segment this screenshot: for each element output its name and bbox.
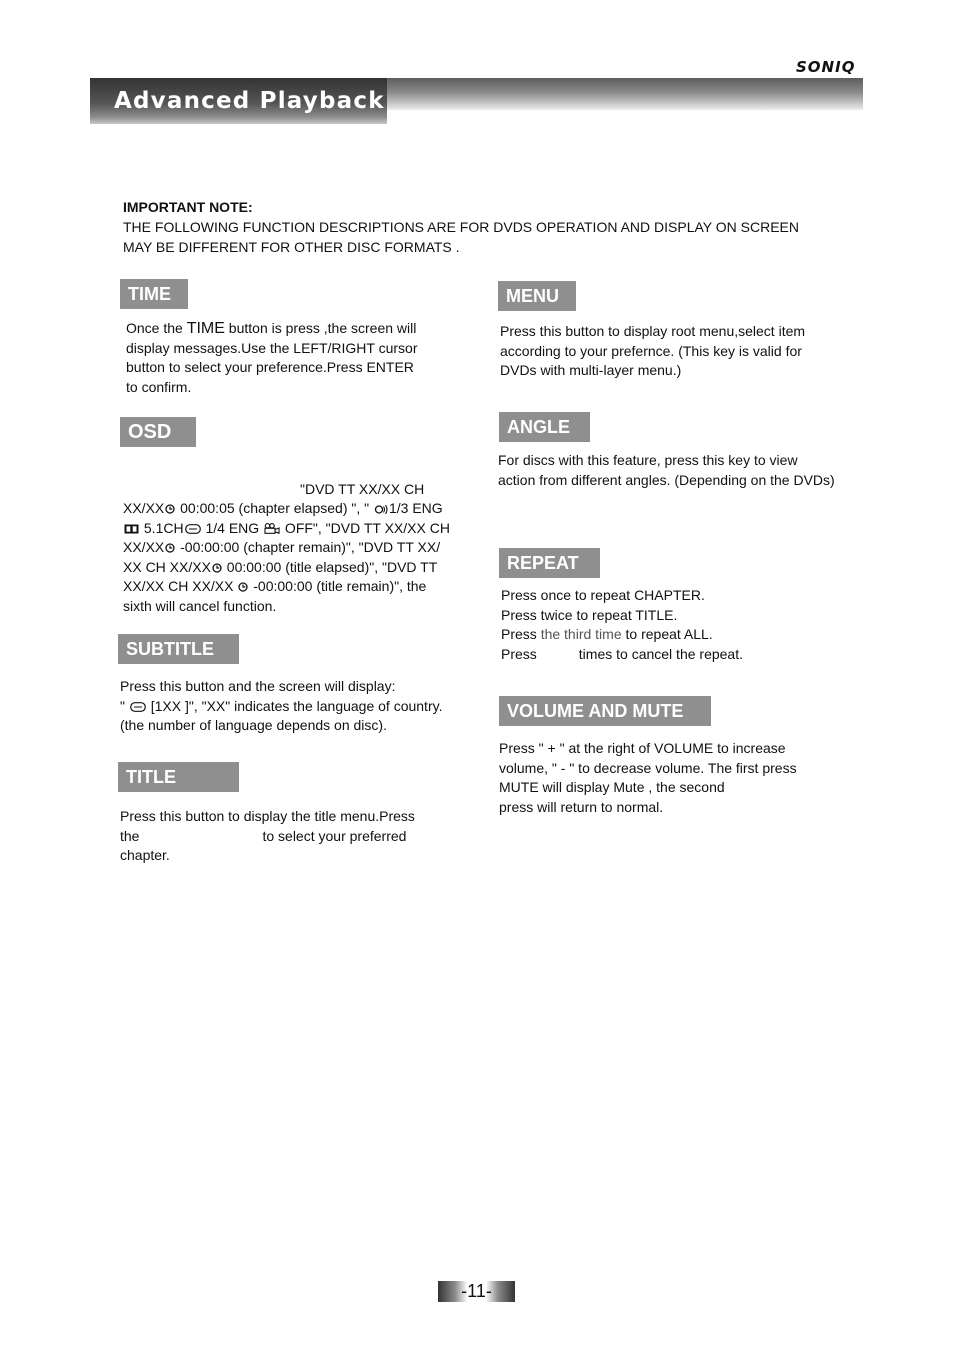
section-heading-subtitle: SUBTITLE bbox=[118, 634, 239, 664]
section-heading-menu: MENU bbox=[498, 281, 576, 311]
osd-description: XX/XX 00:00:05 (chapter elapsed) ", " 1/3 ENG 5.1CH 1/4 ENG OFF", "DVD TT XX/XX CH XX/XX -00:00:00 (chapter remain)", "DVD TT XX/ XX CH XX/XX 00:00:00 (title elapsed)", "DVD TT XX/XX CH XX/XX -00:00:00 (title remain)", the sixth will cancel function. bbox=[123, 500, 450, 614]
repeat-description: Press once to repeat CHAPTER. Press twice to repeat TITLE. Press the third time to repeat ALL. Press times to cancel the repeat. bbox=[501, 587, 743, 662]
menu-description: Press this button to display root menu,select item according to your prefernce. (This key is valid for DVDs with multi-layer menu.) bbox=[500, 323, 806, 378]
page-title: Advanced Playback bbox=[114, 88, 385, 114]
subtitle-description: Press this button and the screen will display: " [1XX ]", "XX" indicates the language of country. (the number of language depends on disc). bbox=[120, 678, 443, 733]
clock-icon bbox=[212, 563, 222, 573]
important-note-line-2: MAY BE DIFFERENT FOR OTHER DISC FORMATS . bbox=[123, 239, 460, 255]
dolby-icon bbox=[124, 524, 139, 534]
subtitle-icon bbox=[185, 524, 201, 534]
camera-angle-icon bbox=[264, 523, 280, 534]
section-heading-volume-and-mute: VOLUME AND MUTE bbox=[499, 696, 711, 726]
clock-icon bbox=[165, 504, 175, 514]
important-note-heading: IMPORTANT NOTE: bbox=[123, 199, 253, 215]
section-heading-time: TIME bbox=[120, 279, 188, 309]
important-note-line-1: THE FOLLOWING FUNCTION DESCRIPTIONS ARE FOR DVDS OPERATION AND DISPLAY ON SCREEN bbox=[123, 219, 799, 235]
angle-description: For discs with this feature, press this key to view action from different angles. (Depending on the DVDs) bbox=[498, 452, 835, 488]
title-description: Press this button to display the title menu.Press the to select your preferred chapter. bbox=[120, 808, 415, 863]
section-heading-angle: ANGLE bbox=[499, 412, 590, 442]
section-heading-repeat: REPEAT bbox=[499, 548, 600, 578]
clock-icon bbox=[165, 543, 175, 553]
volume-description: Press " + " at the right of VOLUME to increase volume, " - " to decrease volume. The first press MUTE will display Mute , the second press will return to normal. bbox=[499, 740, 797, 815]
section-heading-title: TITLE bbox=[118, 762, 239, 792]
time-description: Once the TIME button is press ,the screen will display messages.Use the LEFT/RIGHT cursor button to select your preference.Press ENTER to confirm. bbox=[126, 320, 418, 395]
subtitle-icon bbox=[130, 702, 146, 712]
page-number: -11- bbox=[438, 1281, 515, 1302]
osd-line-1: "DVD TT XX/XX CH bbox=[300, 481, 425, 497]
audio-icon bbox=[374, 504, 388, 515]
brand-logo: SONIQ bbox=[796, 58, 856, 76]
section-heading-osd: OSD bbox=[120, 417, 196, 447]
clock-icon bbox=[238, 582, 248, 592]
